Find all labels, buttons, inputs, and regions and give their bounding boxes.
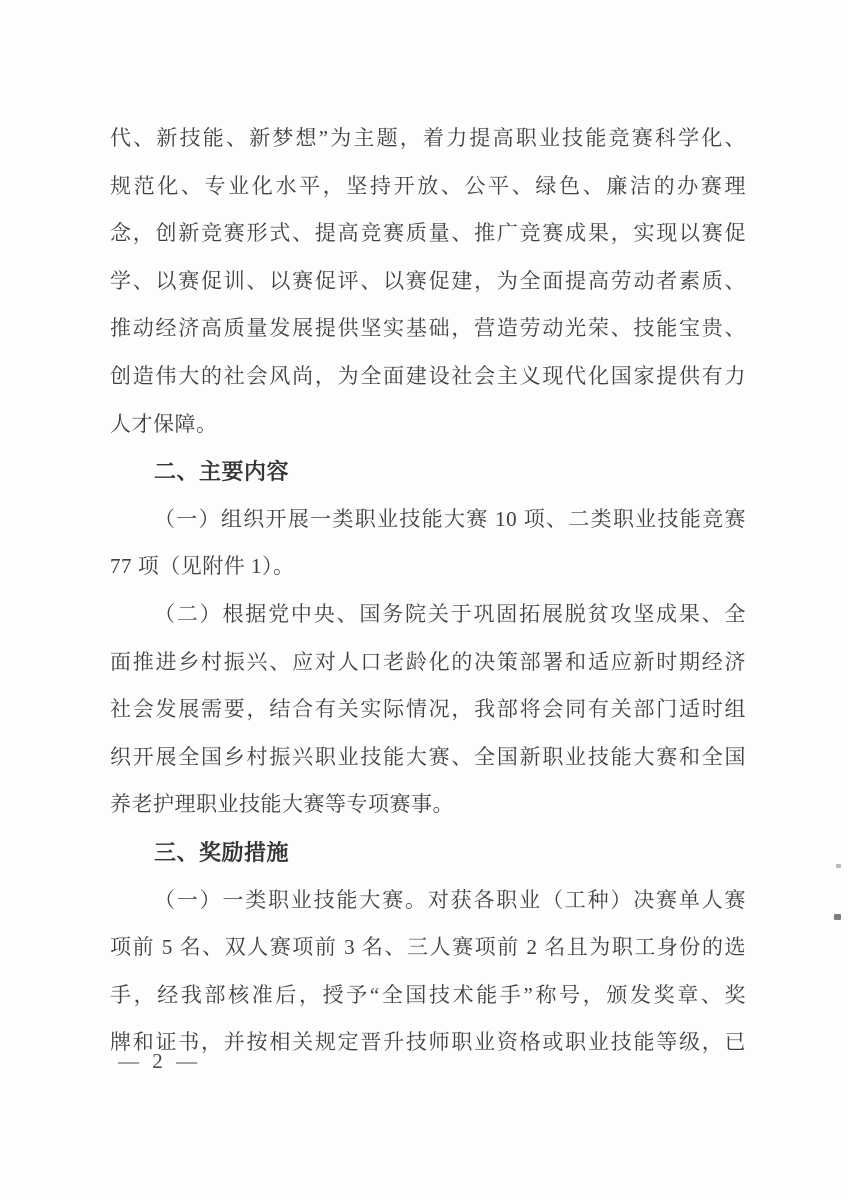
text-line: 项前 5 名、双人赛项前 3 名、三人赛项前 2 名且为职工身份的选 — [110, 935, 746, 960]
text-line: 推动经济高质量发展提供坚实基础，营造劳动光荣、技能宝贵、 — [110, 316, 746, 341]
text-line: 面推进乡村振兴、应对人口老龄化的决策部署和适应新时期经济 — [110, 649, 746, 674]
scan-artifact-speck — [836, 864, 841, 868]
text-line: 念，创新竞赛形式、提高竞赛质量、推广竞赛成果，实现以赛促 — [110, 221, 746, 246]
page-number: — 2 — — [118, 1049, 201, 1073]
document-text-block — [110, 115, 746, 1067]
text-line: 养老护理职业技能大赛等专项赛事。 — [110, 792, 454, 817]
text-line: （一）组织开展一类职业技能大赛 10 项、二类职业技能竞赛 — [154, 506, 746, 531]
section-heading-reward-measures: 三、奖励措施 — [154, 839, 290, 865]
text-line: 手，经我部核准后，授予“全国技术能手”称号，颁发奖章、奖 — [110, 982, 746, 1007]
text-line: （二）根据党中央、国务院关于巩固拓展脱贫攻坚成果、全 — [154, 601, 746, 626]
text-line: （一）一类职业技能大赛。对获各职业（工种）决赛单人赛 — [154, 887, 746, 912]
scan-artifact-speck — [834, 914, 841, 920]
text-line: 人才保障。 — [110, 411, 218, 436]
text-line: 社会发展需要，结合有关实际情况，我部将会同有关部门适时组 — [110, 697, 746, 722]
text-line: 77 项（见附件 1）。 — [110, 554, 295, 579]
text-line: 学、以赛促训、以赛促评、以赛促建，为全面提高劳动者素质、 — [110, 268, 746, 293]
text-line: 牌和证书，并按相关规定晋升技师职业资格或职业技能等级，已 — [110, 1030, 746, 1055]
text-line: 创造伟大的社会风尚，为全面建设社会主义现代化国家提供有力 — [110, 363, 746, 388]
text-line: 规范化、专业化水平，坚持开放、公平、绿色、廉洁的办赛理 — [110, 173, 746, 198]
section-heading-main-content: 二、主要内容 — [154, 459, 290, 485]
text-line: 织开展全国乡村振兴职业技能大赛、全国新职业技能大赛和全国 — [110, 744, 746, 769]
text-line: 代、新技能、新梦想”为主题，着力提高职业技能竞赛科学化、 — [110, 126, 746, 150]
